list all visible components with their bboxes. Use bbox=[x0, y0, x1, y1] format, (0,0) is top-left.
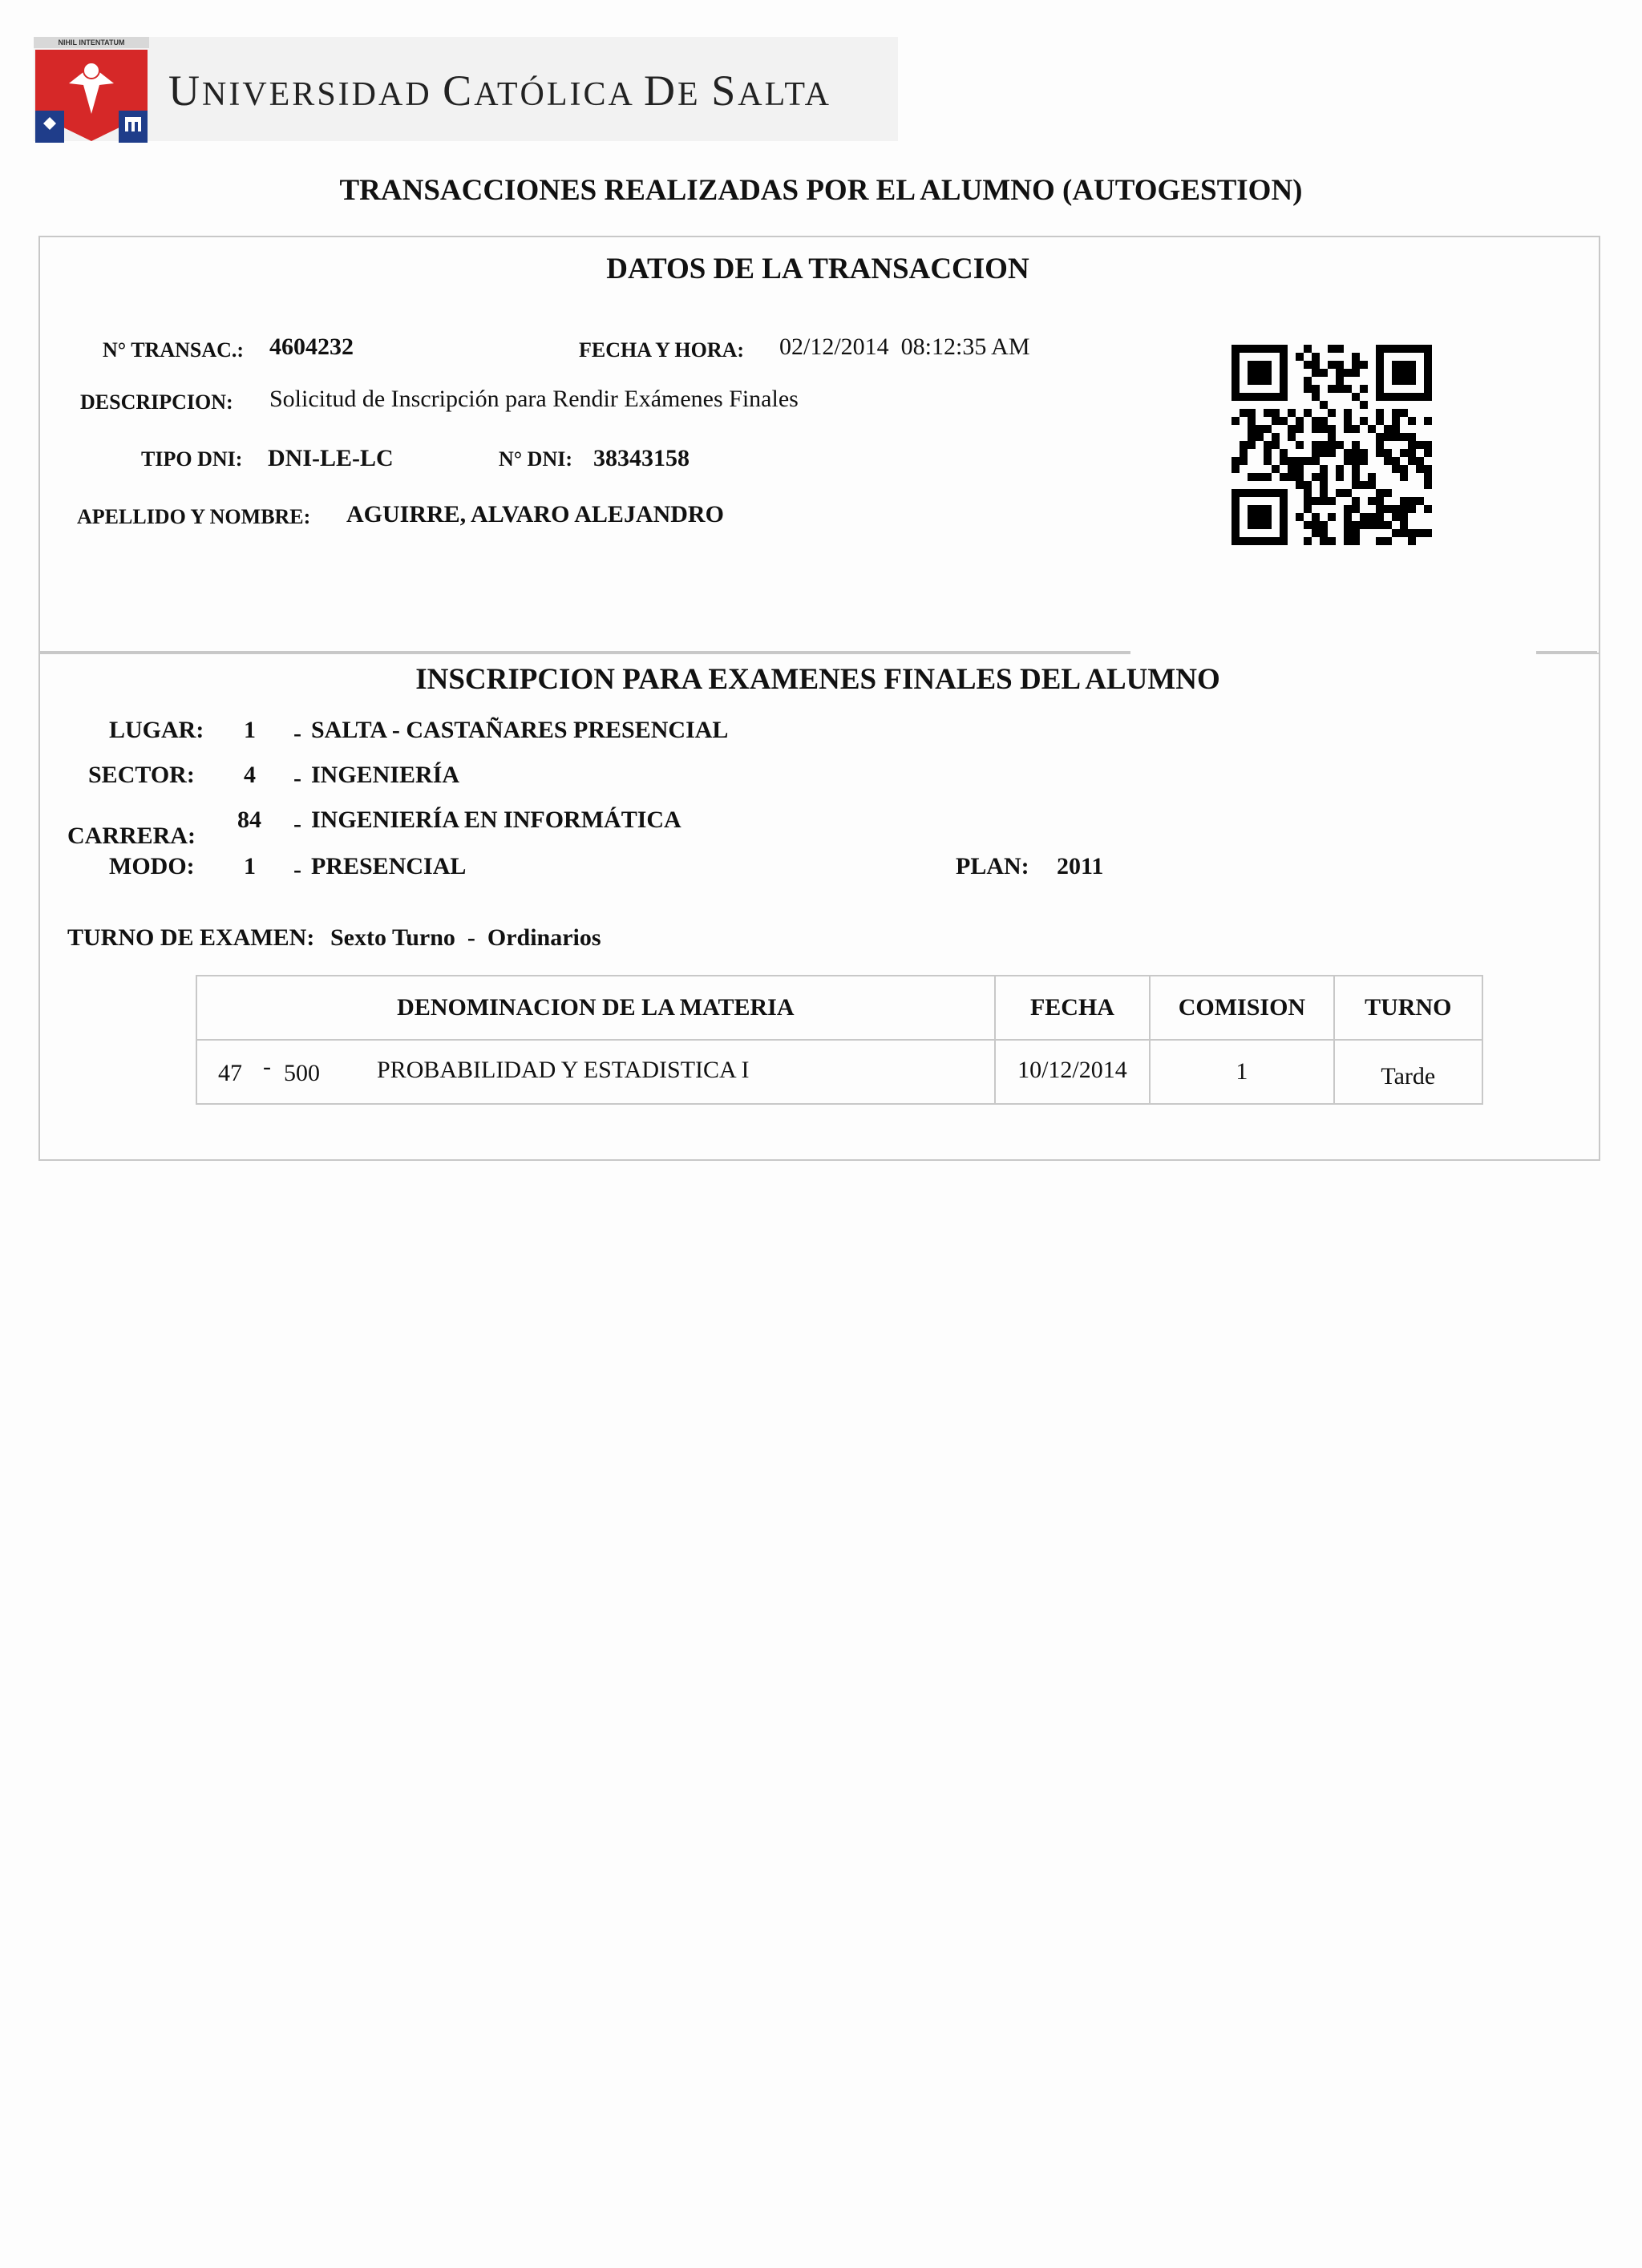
nro-transaccion-label: N° TRANSAC.: bbox=[103, 338, 245, 362]
exam-table bbox=[196, 975, 1483, 1105]
transaction-section-title: DATOS DE LA TRANSACCION bbox=[606, 253, 1029, 285]
modo-code: 1 bbox=[244, 853, 256, 879]
nro-dni-label: N° DNI: bbox=[499, 447, 573, 471]
descripcion-label: DESCRIPCION: bbox=[80, 390, 233, 414]
nro-transaccion-value: 4604232 bbox=[269, 334, 354, 360]
materia-code-sep: - bbox=[263, 1053, 271, 1080]
carrera-label: CARRERA: bbox=[67, 823, 196, 849]
sector-label: SECTOR: bbox=[88, 762, 195, 788]
university-shield-icon bbox=[34, 37, 149, 143]
qr-code-icon bbox=[1232, 345, 1432, 545]
lugar-label: LUGAR: bbox=[109, 717, 204, 743]
tipo-dni-value: DNI-LE-LC bbox=[268, 445, 394, 471]
tipo-dni-label: TIPO DNI: bbox=[141, 447, 243, 471]
university-name: UNIVERSIDAD CATÓLICA DE SALTA bbox=[168, 67, 831, 115]
inscripcion-section-title: INSCRIPCION PARA EXAMENES FINALES DEL ALUMNO bbox=[415, 663, 1220, 696]
materia-name: PROBABILIDAD Y ESTADISTICA I bbox=[377, 1057, 750, 1083]
cell-fecha: 10/12/2014 bbox=[995, 1040, 1151, 1104]
header-fecha: FECHA bbox=[995, 976, 1151, 1040]
turno-examen-label: TURNO DE EXAMEN: bbox=[67, 924, 315, 951]
plan-value: 2011 bbox=[1057, 853, 1104, 879]
nro-dni-value: 38343158 bbox=[593, 445, 690, 471]
lugar-dash: - bbox=[293, 720, 301, 746]
carrera-code: 84 bbox=[237, 807, 261, 833]
sector-name: INGENIERÍA bbox=[311, 762, 460, 788]
header-turno: TURNO bbox=[1334, 976, 1482, 1040]
descripcion-value: Solicitud de Inscripción para Rendir Exámenes Finales bbox=[269, 386, 799, 412]
fecha-hora-label: FECHA Y HORA: bbox=[579, 338, 745, 362]
lugar-code: 1 bbox=[244, 717, 256, 743]
apellido-nombre-value: AGUIRRE, ALVARO ALEJANDRO bbox=[346, 501, 724, 528]
turno-examen-value: Sexto Turno - Ordinarios bbox=[330, 924, 601, 951]
header-denominacion: DENOMINACION DE LA MATERIA bbox=[196, 976, 995, 1040]
modo-label: MODO: bbox=[109, 853, 195, 879]
carrera-name: INGENIERÍA EN INFORMÁTICA bbox=[311, 807, 681, 833]
lugar-name: SALTA - CASTAÑARES PRESENCIAL bbox=[311, 717, 729, 743]
carrera-dash: - bbox=[293, 811, 301, 837]
materia-code-a: 47 bbox=[218, 1060, 242, 1086]
fecha-hora-value: 02/12/2014 08:12:35 AM bbox=[779, 334, 1030, 360]
apellido-nombre-label: APELLIDO Y NOMBRE: bbox=[77, 505, 311, 528]
header-comision: COMISION bbox=[1150, 976, 1333, 1040]
divider-gap bbox=[1130, 646, 1536, 657]
cell-turno: Tarde bbox=[1334, 1040, 1482, 1104]
document-title: TRANSACCIONES REALIZADAS POR EL ALUMNO (AUTOGESTION) bbox=[339, 174, 1303, 207]
modo-dash: - bbox=[293, 856, 301, 883]
table-header-row bbox=[196, 976, 1482, 1040]
sector-dash: - bbox=[293, 765, 301, 791]
motto-text: NIHIL INTENTATUM bbox=[58, 38, 125, 46]
modo-name: PRESENCIAL bbox=[311, 853, 467, 879]
university-logo-banner bbox=[34, 37, 898, 141]
materia-code-b: 500 bbox=[284, 1060, 320, 1086]
cell-materia bbox=[196, 1040, 995, 1104]
table-row bbox=[196, 1040, 1482, 1104]
plan-label: PLAN: bbox=[956, 853, 1029, 879]
sector-code: 4 bbox=[244, 762, 256, 788]
cell-comision: 1 bbox=[1150, 1040, 1333, 1104]
